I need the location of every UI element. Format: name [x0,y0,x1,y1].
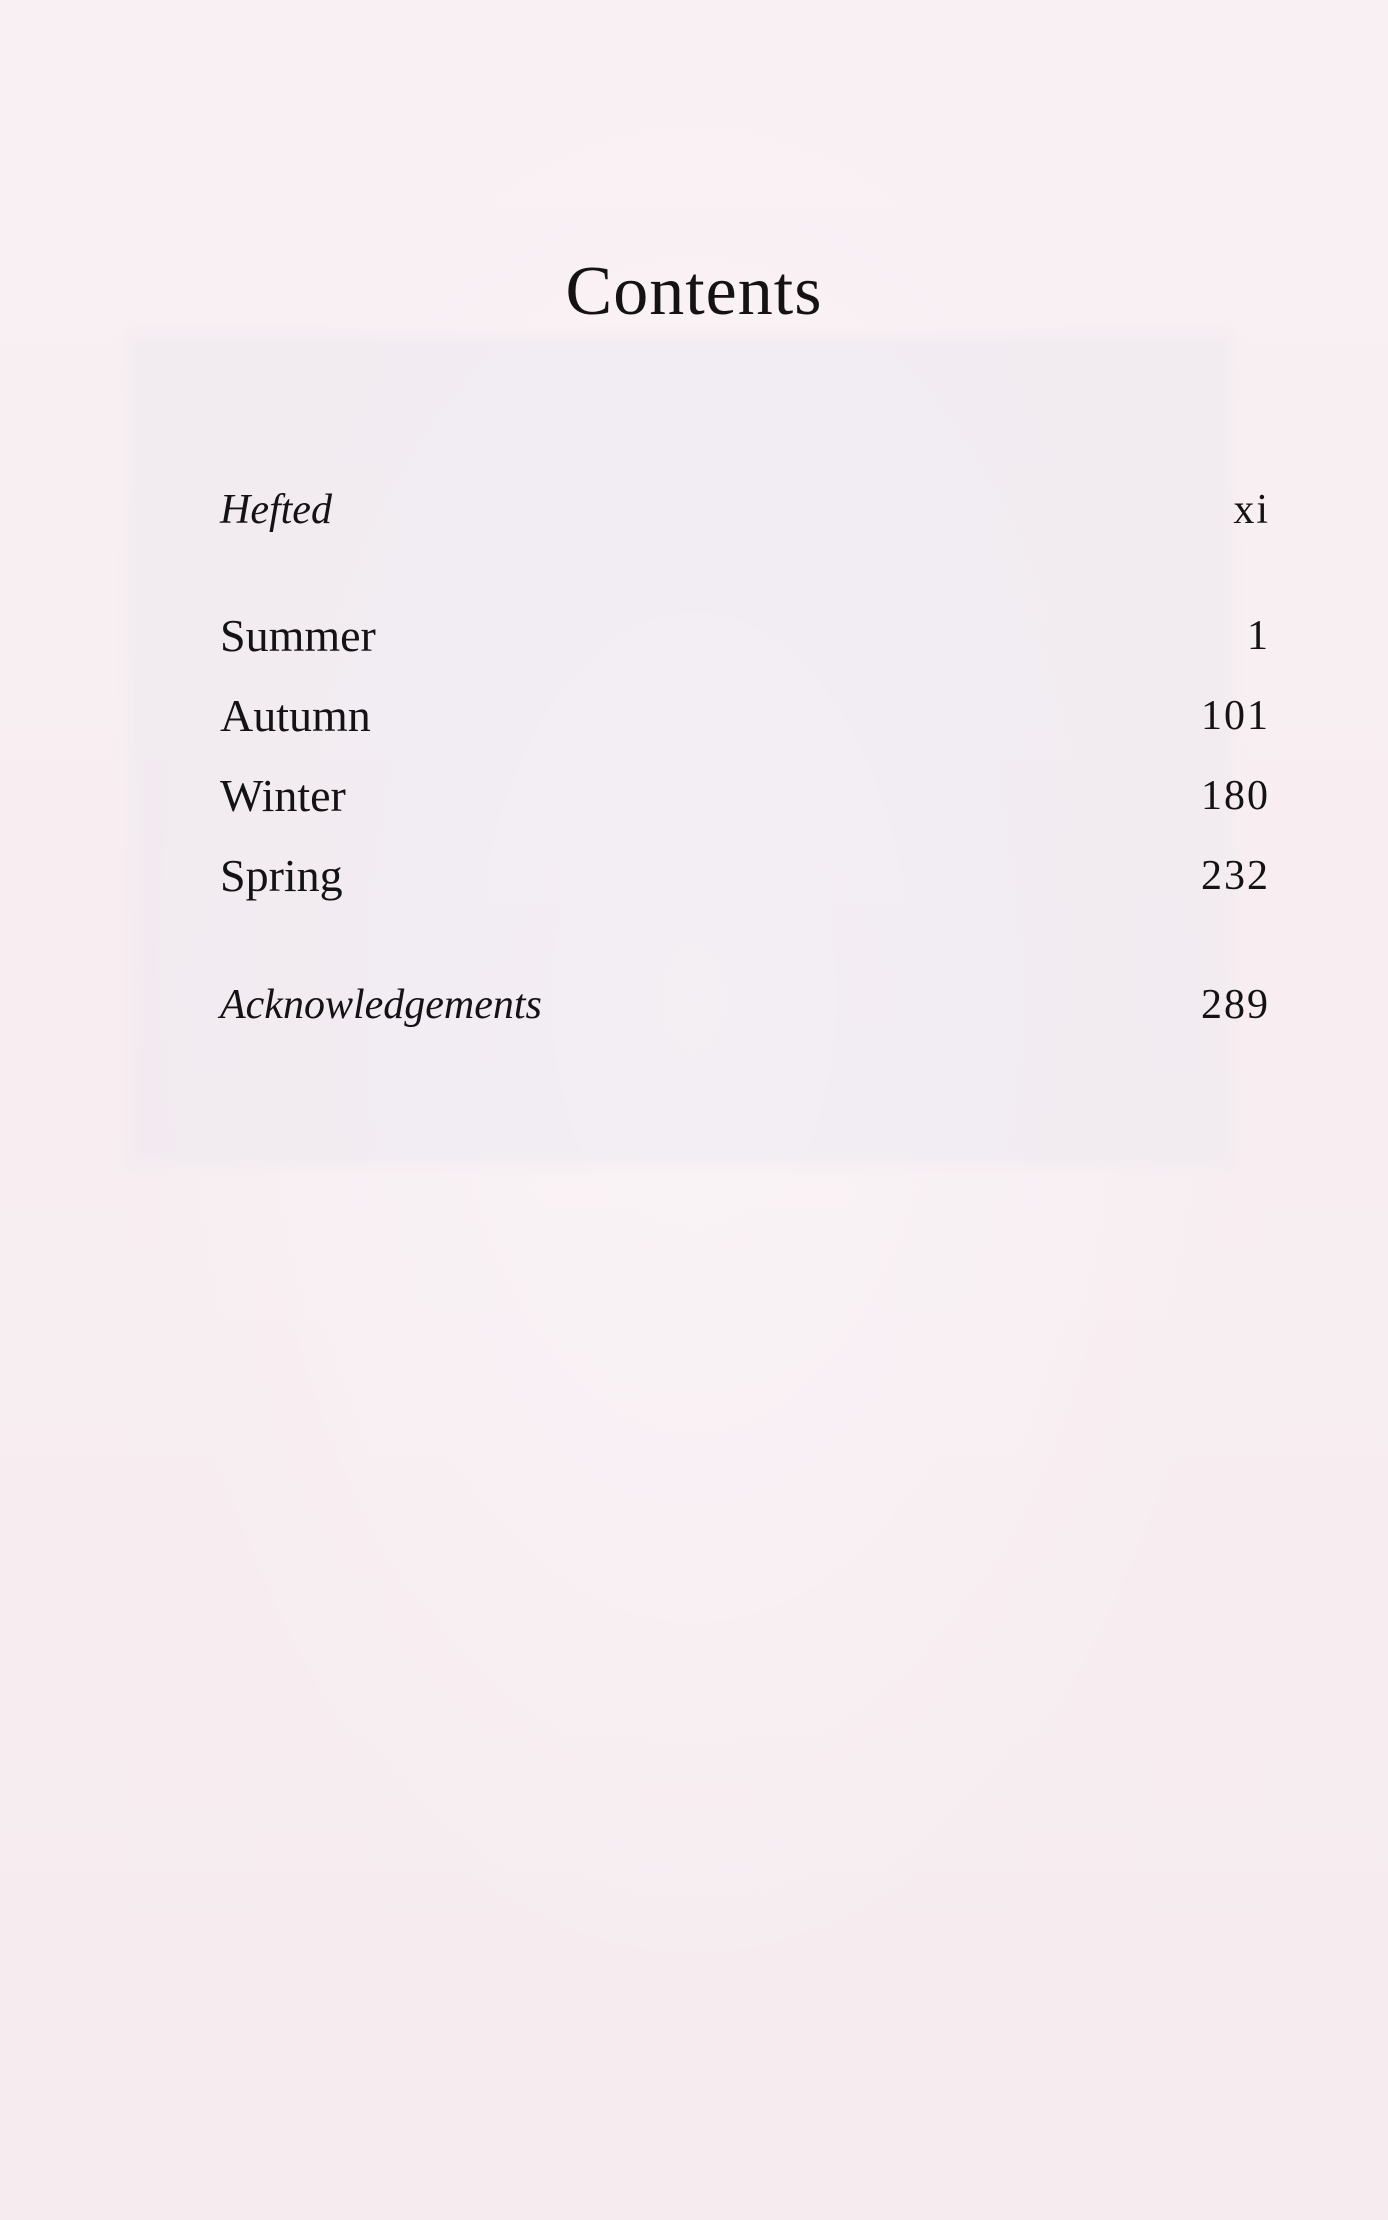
page-title: Contents [565,252,823,330]
toc-entry-spring [220,846,1270,906]
toc-entry-page-number: xi [1233,487,1270,533]
toc-entry-page-number: 289 [1201,982,1270,1028]
toc-entry-page-number: 101 [1201,693,1270,739]
toc-entry-label: Autumn [220,690,371,741]
toc-entry-page-number: 180 [1201,773,1270,819]
toc-entry-summer [220,606,1270,666]
toc-entry-page-number: 232 [1201,853,1270,899]
toc-entry-label: Winter [220,770,346,821]
toc-entry-acknowledgements [220,975,1270,1035]
toc-entry-hefted [220,480,1270,540]
toc-entry-autumn [220,686,1270,746]
paper-show-through [130,335,1230,1165]
toc-entry-label: Hefted [220,487,332,533]
toc-entry-label: Spring [220,850,343,901]
toc-entry-label: Summer [220,610,376,661]
toc-entry-label: Acknowledgements [220,982,542,1028]
toc-entry-winter [220,766,1270,826]
toc-entry-page-number: 1 [1247,613,1270,659]
